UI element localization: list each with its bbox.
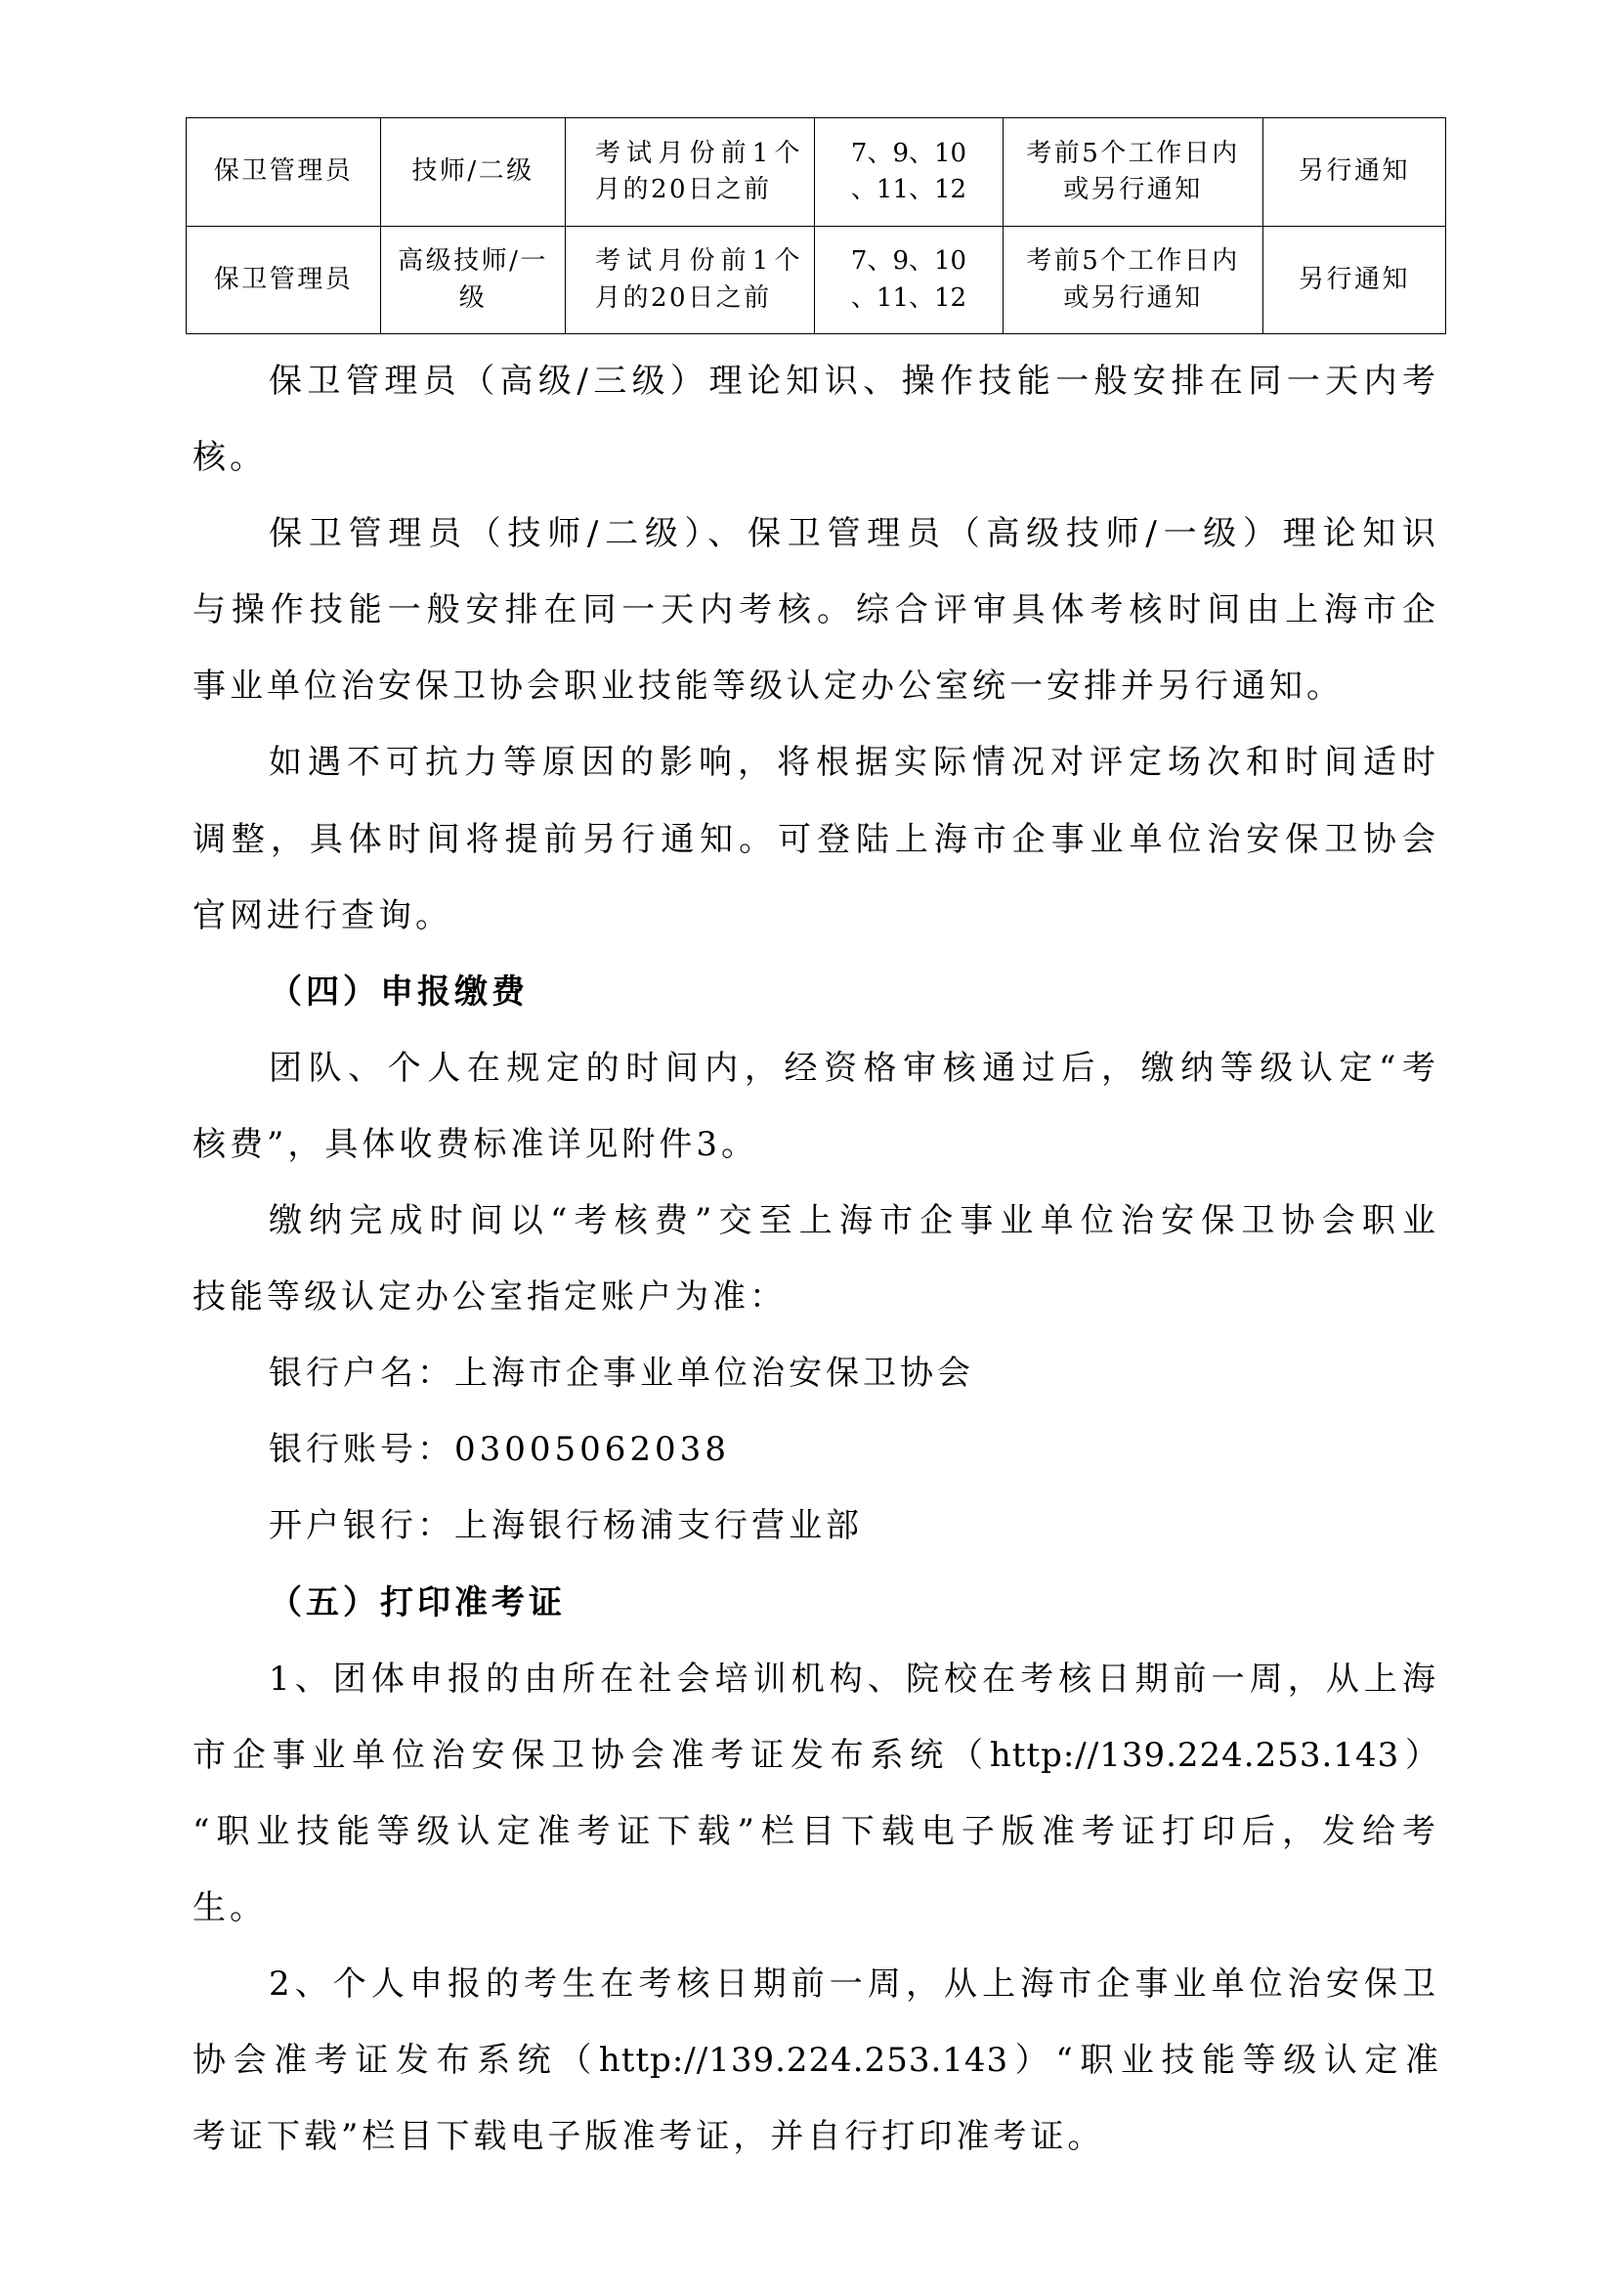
paragraph	[192, 1183, 1439, 1335]
cell-text: 另行通知	[1298, 156, 1410, 187]
bank-field-label: 开户银行：	[269, 1506, 454, 1546]
bank-field-value: 03005062038	[454, 1430, 730, 1470]
text-line: 保卫管理员（技师/二级）、保卫管理员（高级技师/一级）理论知识	[269, 514, 1439, 554]
text-line: “职业技能等级认定准考证下载”栏目下载电子版准考证打印后，发给考	[192, 1811, 1439, 1851]
cell-text: 或另行通知	[1063, 282, 1203, 313]
table-cell-review-time	[1263, 118, 1446, 227]
cell-text: 考试月份前1个	[595, 138, 802, 168]
cell-text: 技师/二级	[411, 156, 534, 187]
table-cell-exam-months	[815, 227, 1004, 334]
cell-text: 或另行通知	[1063, 175, 1203, 204]
table-cell-occupation	[187, 118, 381, 227]
cell-text: 保卫管理员	[213, 156, 354, 187]
cell-text: 另行通知	[1298, 264, 1410, 294]
text-line: 核费”，具体收费标准详见附件3。	[192, 1124, 759, 1164]
text-line: 2、个人申报的考生在考核日期前一周，从上海市企事业单位治安保卫	[269, 1964, 1439, 2004]
text-line: 1、团体申报的由所在社会培训机构、院校在考核日期前一周，从上海	[269, 1659, 1439, 1699]
text-line: 调整，具体时间将提前另行通知。可登陆上海市企事业单位治安保卫协会	[192, 819, 1439, 859]
paragraph	[192, 496, 1439, 724]
table-cell-application-deadline	[566, 118, 815, 227]
text-line: 与操作技能一般安排在同一天内考核。综合评审具体考核时间由上海市企	[192, 590, 1439, 630]
text-line: 协会准考证发布系统（http://139.224.253.143）“职业技能等级认定准	[192, 2041, 1439, 2081]
text-line: 生。	[192, 1887, 267, 1927]
cell-text: 保卫管理员	[213, 264, 354, 294]
paragraph	[192, 1641, 1439, 1946]
bank-name	[192, 1488, 1439, 1564]
bank-account-number	[192, 1411, 1439, 1488]
table-cell-level	[381, 227, 566, 334]
bank-field-label: 银行户名：	[269, 1354, 454, 1394]
paragraph	[192, 343, 1439, 496]
table-cell-application-deadline	[566, 227, 815, 334]
table-cell-exam-months	[815, 118, 1004, 227]
cell-text: 月的20日之前	[595, 282, 772, 313]
bank-account-name	[192, 1335, 1439, 1411]
text-line: 市企事业单位治安保卫协会准考证发布系统（http://139.224.253.143）	[192, 1735, 1439, 1775]
text-line: 缴纳完成时间以“考核费”交至上海市企事业单位治安保卫协会职业	[269, 1201, 1439, 1241]
cell-text: 级	[458, 282, 488, 313]
paragraph	[192, 1946, 1439, 2175]
body-text	[192, 343, 1439, 2175]
table-cell-occupation	[187, 227, 381, 334]
cell-text: 、11、12	[850, 282, 967, 313]
cell-text: 考试月份前1个	[595, 246, 802, 276]
cell-text: 考前5个工作日内	[1026, 138, 1240, 168]
text-line: 团队、个人在规定的时间内，经资格审核通过后，缴纳等级认定“考	[269, 1048, 1439, 1088]
bank-field-value: 上海银行杨浦支行营业部	[454, 1506, 863, 1546]
table-cell-ticket-time	[1004, 118, 1263, 227]
cell-text: 7、9、10	[850, 246, 967, 276]
text-line: 技能等级认定办公室指定账户为准：	[192, 1277, 787, 1317]
bank-field-value: 上海市企事业单位治安保卫协会	[454, 1354, 974, 1394]
table-row	[187, 227, 1446, 334]
section-heading-admission-ticket: （五）打印准考证	[269, 1582, 566, 1622]
schedule-table	[186, 117, 1446, 334]
table-cell-ticket-time	[1004, 227, 1263, 334]
cell-text: 月的20日之前	[595, 175, 772, 204]
text-line: 官网进行查询。	[192, 895, 452, 935]
table-row	[187, 118, 1446, 227]
cell-text: 、11、12	[850, 175, 967, 204]
table-cell-level	[381, 118, 566, 227]
cell-text: 7、9、10	[850, 138, 967, 168]
cell-text: 高级技师/一	[398, 246, 548, 276]
bank-field-label: 银行账号：	[269, 1430, 454, 1470]
text-line: 核。	[192, 438, 267, 478]
table-cell-review-time	[1263, 227, 1446, 334]
text-line: 考证下载”栏目下载电子版准考证，并自行打印准考证。	[192, 2117, 1105, 2157]
text-line: 事业单位治安保卫协会职业技能等级认定办公室统一安排并另行通知。	[192, 667, 1344, 707]
text-line: 如遇不可抗力等原因的影响，将根据实际情况对评定场次和时间适时	[269, 743, 1439, 783]
paragraph	[192, 1030, 1439, 1183]
text-line: 保卫管理员（高级/三级）理论知识、操作技能一般安排在同一天内考	[269, 362, 1439, 401]
paragraph	[192, 724, 1439, 953]
section-heading-fees: （四）申报缴费	[269, 972, 529, 1012]
cell-text: 考前5个工作日内	[1026, 246, 1240, 276]
